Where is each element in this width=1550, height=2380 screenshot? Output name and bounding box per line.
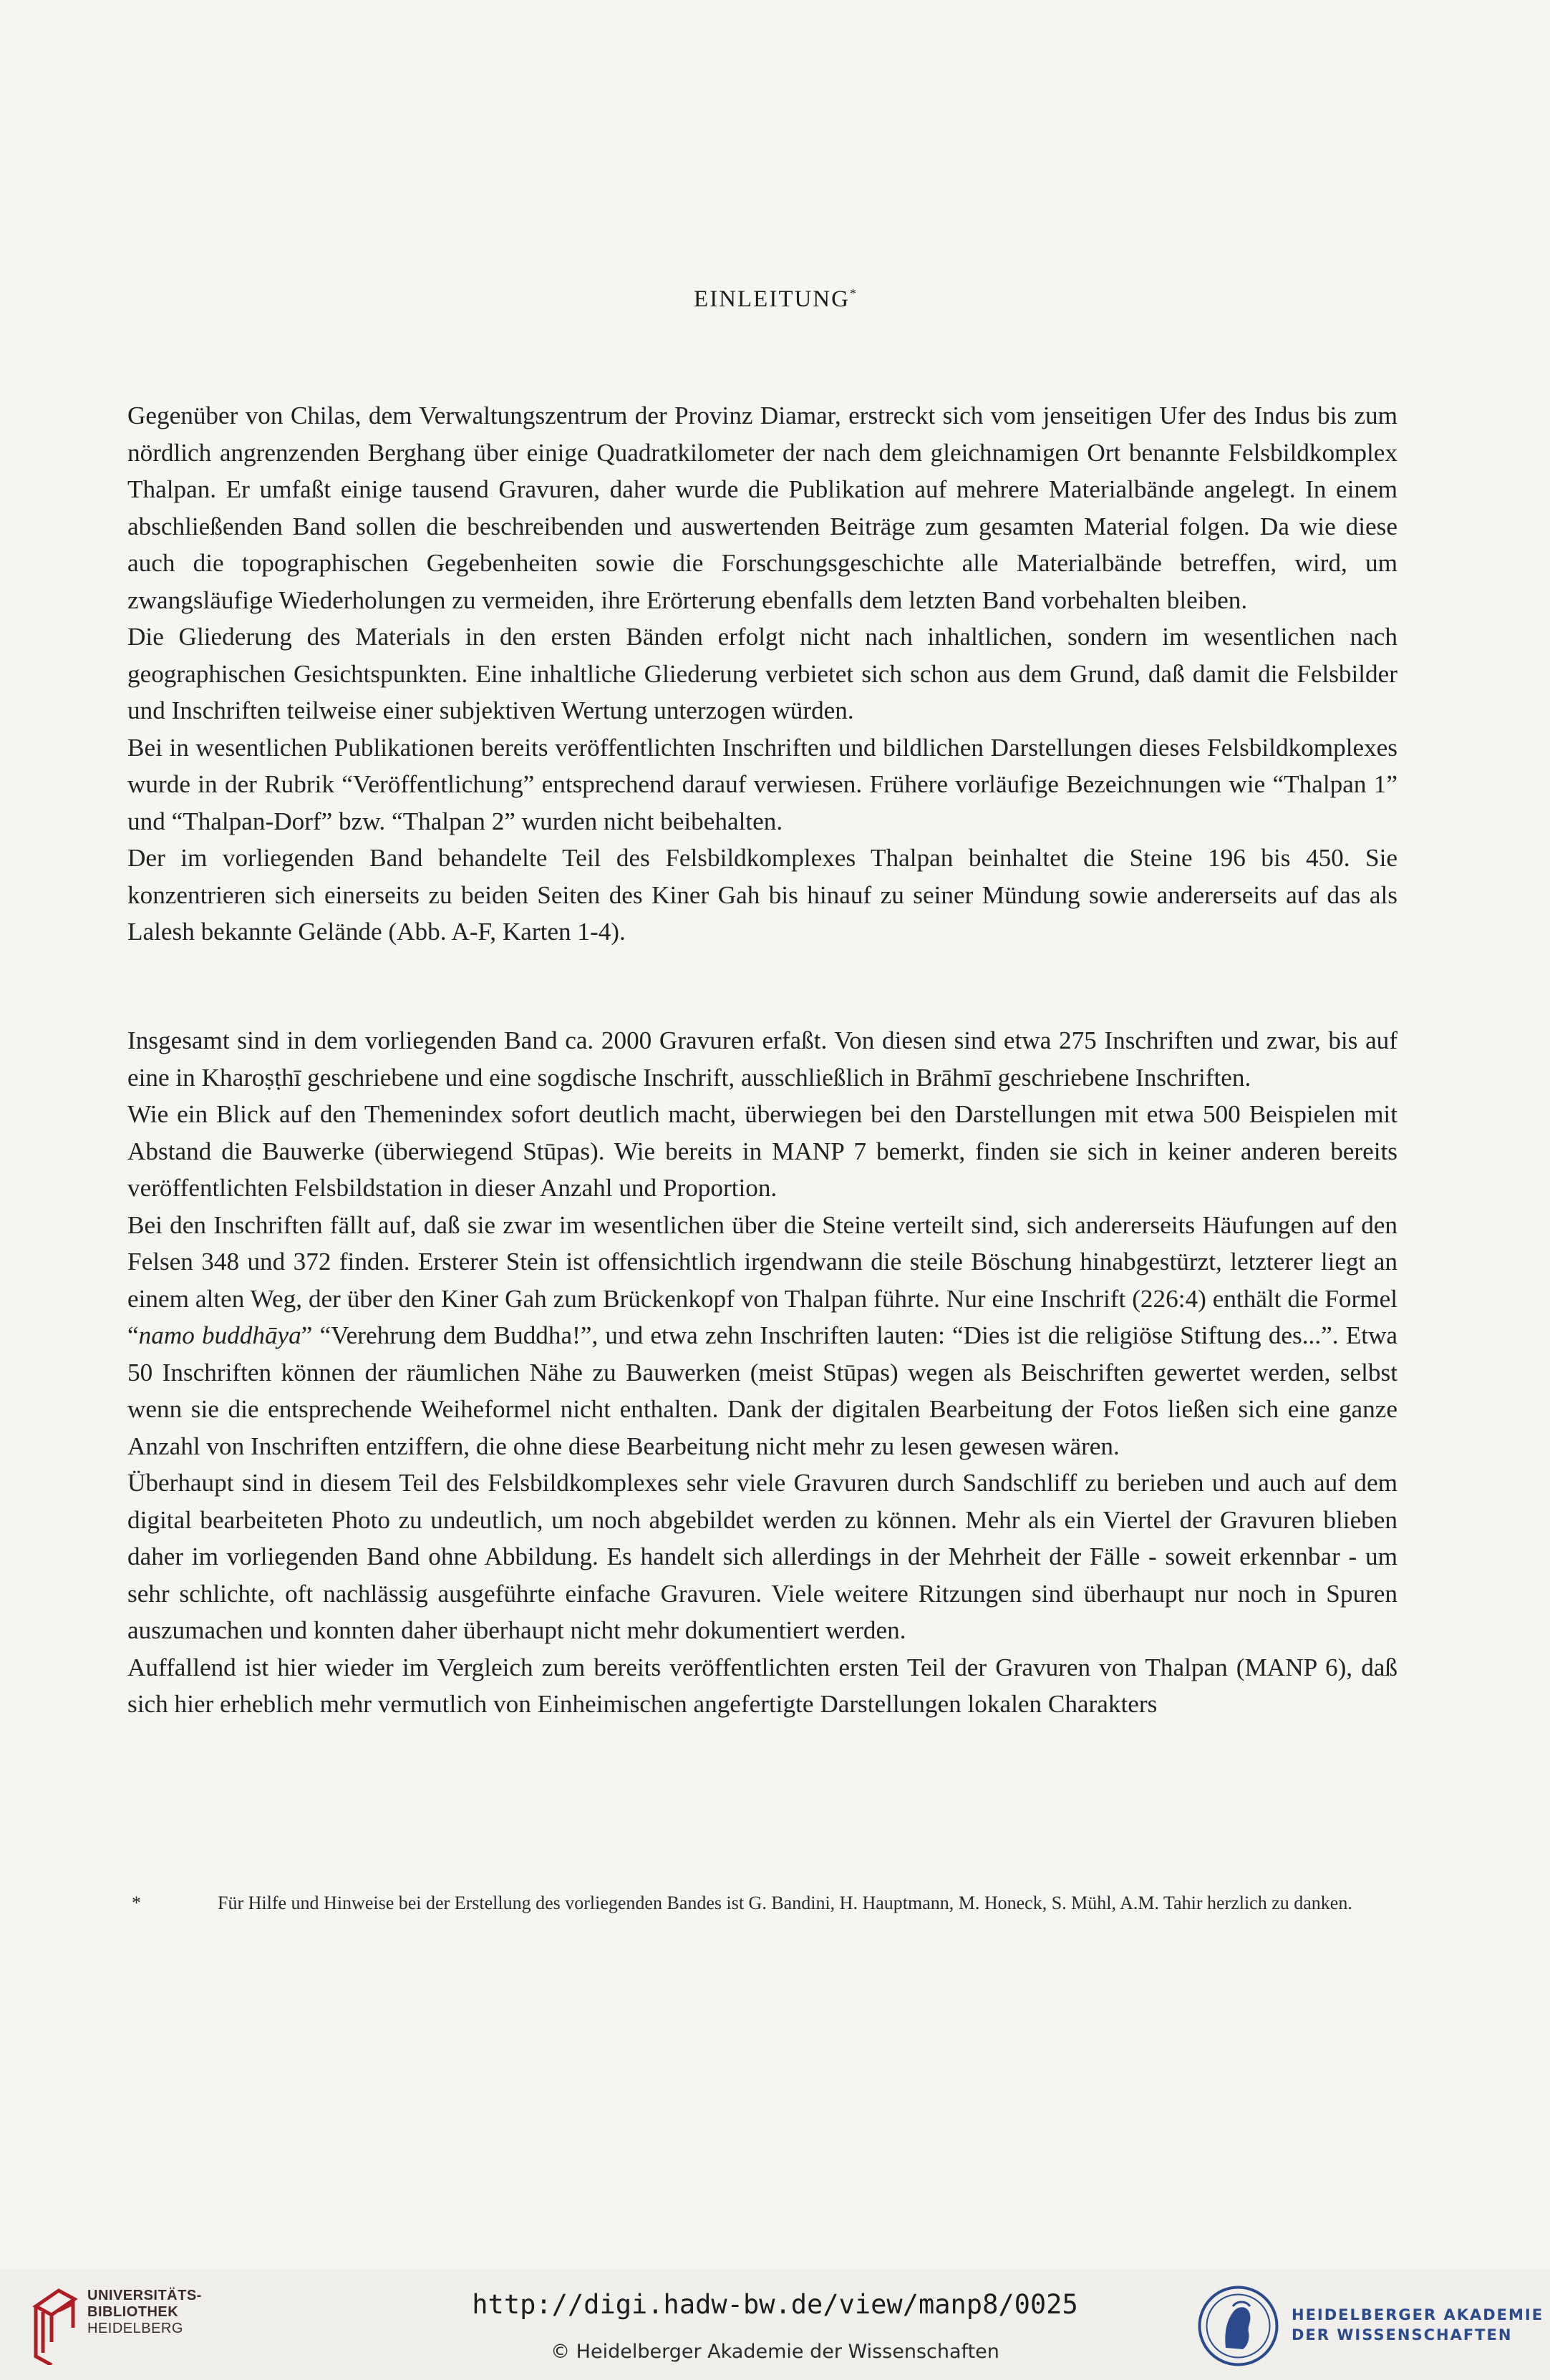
academy-seal-icon[interactable] bbox=[1197, 2285, 1279, 2367]
footer-bar bbox=[0, 2269, 1550, 2380]
university-library-name[interactable]: UNIVERSITÄTS- BIBLIOTHEK HEIDELBERG bbox=[87, 2288, 202, 2336]
paragraph-9: Auffallend ist hier wieder im Vergleich zum bereits veröffentlichten ersten Teil der Gravuren von Thalpan (MANP 6), daß sich hier erheblich mehr vermutlich von Einheimischen angefertigte Darstellungen lokalen Charakters bbox=[127, 1653, 1398, 1718]
footnote-text: Für Hilfe und Hinweise bei der Erstellung des vorliegenden Bandes ist G. Bandini, H. Hauptmann, M. Honeck, S. Mühl, A.M. Tahir herzlich zu danken. bbox=[218, 1893, 1352, 1913]
body-text-section-1 bbox=[127, 397, 1398, 951]
title-footnote-marker: * bbox=[849, 286, 856, 301]
paragraph-6: Wie ein Blick auf den Themenindex sofort deutlich macht, überwiegen bei den Darstellungen mit etwa 500 Beispielen mit Abstand die Bauwerke (überwiegend Stūpas). Wie bereits in MANP 7 bemerkt, finden sie sich in keiner anderen bereits veröffentlichten Felsbildstation in dieser Anzahl und Proportion. bbox=[127, 1100, 1398, 1202]
paragraph-5: Insgesamt sind in dem vorliegenden Band ca. 2000 Gravuren erfaßt. Von diesen sind etwa 275 Inschriften und zwar, bis auf eine in Kharoṣṭhī geschriebene und eine sogdische Inschrift, ausschließlich in Brāhmī geschriebene Inschriften. bbox=[127, 1026, 1398, 1092]
body-text-section-2 bbox=[127, 1022, 1398, 1723]
formula-italic: namo buddhāya bbox=[138, 1321, 301, 1349]
page-title: EINLEITUNG* bbox=[694, 286, 856, 312]
paragraph-3: Bei in wesentlichen Publikationen bereits veröffentlichten Inschriften und bildlichen Darstellungen dieses Felsbildkomplexes wurde in der Rubrik “Veröffentlichung” entsprechend darauf verwiesen. Frühere vorläufige Bezeichnungen wie “Thalpan 1” und “Thalpan-Dorf” bzw. “Thalpan 2” wurden nicht beibehalten. bbox=[127, 733, 1398, 835]
paragraph-7: Bei den Inschriften fällt auf, daß sie zwar im wesentlichen über die Steine verteilt sind, sich andererseits Häufungen auf den Felsen 348 und 372 finden. Ersterer Stein ist offensichtlich irgendwann die steile Böschung hinabgestürzt, letzterer liegt an einem alten Weg, der über den Kiner Gah zum Brückenkopf von Thalpan führte. Nur eine Inschrift (226:4) enthält die Formel “namo buddhāya” “Verehrung dem Buddha!”, und etwa zehn Inschriften lauten: “Dies ist die religiöse Stiftung des...”. Etwa 50 Inschriften können der räumlichen Nähe zu Bauwerken (meist Stūpas) wegen als Beischriften gewertet werden, selbst wenn sie die entsprechende Weiheformel nicht enthalten. Dank der digitalen Bearbeitung der Fotos ließen sich eine ganze Anzahl von Inschriften entziffern, die ohne diese Bearbeitung nicht mehr zu lesen gewesen wären. bbox=[127, 1210, 1398, 1460]
paragraph-4: Der im vorliegenden Band behandelte Teil des Felsbildkomplexes Thalpan beinhaltet die Steine 196 bis 450. Sie konzentrieren sich einerseits zu beiden Seiten des Kiner Gah bis hinauf zu seiner Mündung sowie andererseits auf das als Lalesh bekannte Gelände (Abb. A-F, Karten 1-4). bbox=[127, 844, 1398, 946]
footnote-marker: * bbox=[132, 1893, 141, 1913]
footnote bbox=[127, 1888, 1399, 1918]
copyright-notice: © Heidelberger Akademie der Wissenschaften bbox=[551, 2341, 999, 2363]
academy-name[interactable]: HEIDELBERGER AKADEMIE DER WISSENSCHAFTEN bbox=[1292, 2306, 1544, 2343]
paragraph-1: Gegenüber von Chilas, dem Verwaltungszentrum der Provinz Diamar, erstreckt sich vom jenseitigen Ufer des Indus bis zum nördlich angrenzenden Berghang über einige Quadratkilometer der nach dem gleichnamigen Ort benannte Felsbildkomplex Thalpan. Er umfaßt einige tausend Gravuren, daher wurde die Publikation auf mehrere Materialbände angelegt. In einem abschließenden Band sollen die beschreibenden und auswertenden Beiträge zum gesamten Material folgen. Da wie diese auch die topographischen Gegebenheiten sowie die Forschungsgeschichte alle Materialbände betreffen, wird, um zwangsläufige Wiederholungen zu vermeiden, ihre Erörterung ebenfalls dem letzten Band vorbehalten bleiben. bbox=[127, 402, 1398, 614]
permalink-url[interactable]: http://digi.hadw-bw.de/view/manp8/0025 bbox=[472, 2289, 1078, 2320]
paragraph-8: Überhaupt sind in diesem Teil des Felsbildkomplexes sehr viele Gravuren durch Sandschliff zu berieben und auch auf dem digital bearbeiteten Photo zu undeutlich, um noch abgebildet werden zu können. Mehr als ein Viertel der Gravuren blieben daher im vorliegenden Band ohne Abbildung. Es handelt sich allerdings in der Mehrheit der Fälle - soweit erkennbar - um sehr schlichte, oft nachlässig ausgeführte einfache Gravuren. Viele weitere Ritzungen sind überhaupt nur noch in Spuren auszumachen und konnten daher überhaupt nicht mehr dokumentiert werden. bbox=[127, 1469, 1398, 1644]
paragraph-2: Die Gliederung des Materials in den ersten Bänden erfolgt nicht nach inhaltlichen, sondern im wesentlichen nach geographischen Gesichtspunkten. Eine inhaltliche Gliederung verbietet sich schon aus dem Grund, daß damit die Felsbilder und Inschriften teilweise einer subjektiven Wertung unterzogen würden. bbox=[127, 623, 1398, 724]
